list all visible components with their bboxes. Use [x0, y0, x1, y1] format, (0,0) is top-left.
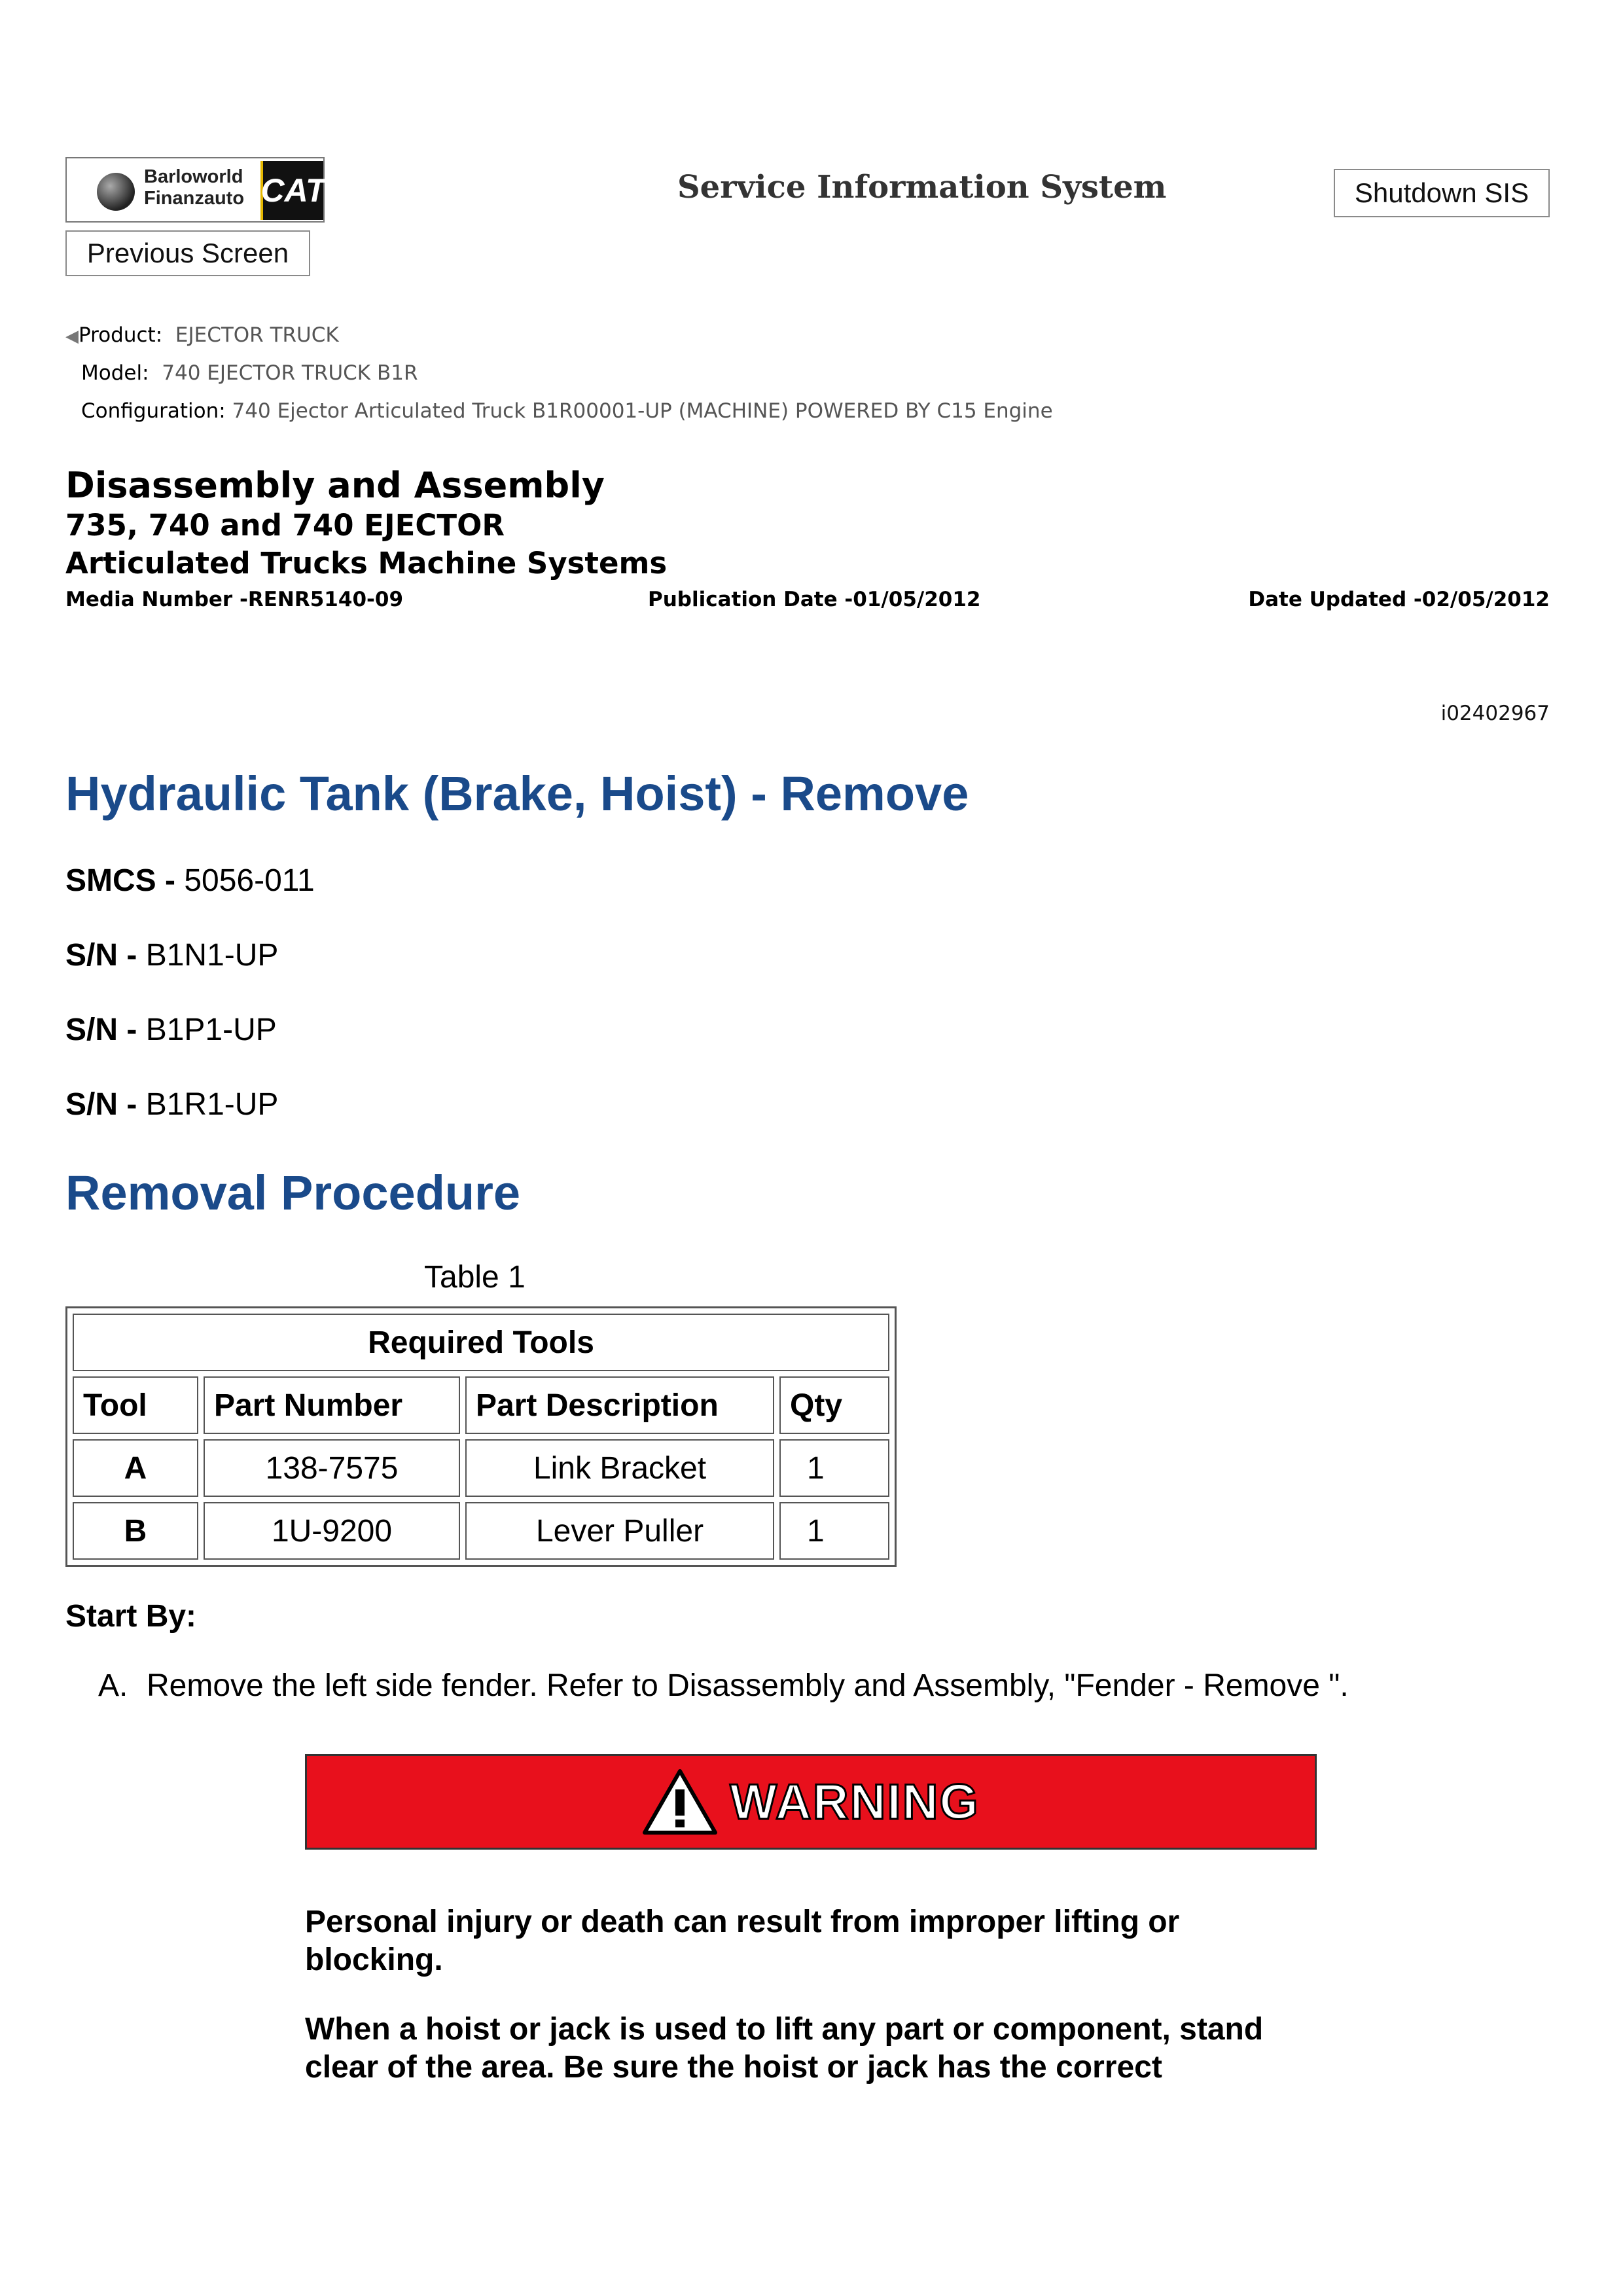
warning-label: WARNING [730, 1774, 980, 1830]
sn-value: B1N1-UP [145, 938, 279, 973]
tool-cell: B [73, 1502, 198, 1560]
media-number: Media Number -RENR5140-09 [65, 588, 404, 611]
part-description-cell: Lever Puller [465, 1502, 774, 1560]
product-value: EJECTOR TRUCK [175, 323, 339, 347]
column-header: Tool [73, 1376, 198, 1434]
warning-paragraph: Personal injury or death can result from improper lifting or blocking. [305, 1905, 1180, 1977]
column-header: Qty [779, 1376, 889, 1434]
doc-id: i02402967 [1440, 702, 1550, 725]
date-updated: Date Updated -02/05/2012 [1248, 588, 1550, 611]
sn-row: S/N - B1R1-UP [65, 1087, 279, 1122]
warning-triangle-icon [642, 1768, 718, 1835]
required-tools-table [65, 1306, 897, 1567]
configuration-row: Configuration: 740 Ejector Articulated Truck B1R00001-UP (MACHINE) POWERED BY C15 Engine [81, 399, 1053, 423]
sn-row: S/N - B1P1-UP [65, 1013, 277, 1047]
procedure-heading: Removal Procedure [65, 1166, 521, 1220]
model-value: 740 EJECTOR TRUCK B1R [162, 361, 418, 385]
start-step-marker: A. [98, 1668, 128, 1703]
qty-cell: 1 [779, 1502, 889, 1560]
column-header: Part Description [465, 1376, 774, 1434]
logo-line2: Finanzauto [144, 188, 245, 209]
back-arrow-icon[interactable]: ◀ [65, 327, 79, 346]
previous-screen-button[interactable]: Previous Screen [65, 230, 310, 276]
warning-banner [305, 1754, 1317, 1850]
configuration-value: 740 Ejector Articulated Truck B1R00001-UP (MACHINE) POWERED BY C15 Engine [232, 399, 1053, 423]
warning-paragraph: When a hoist or jack is used to lift any part or component, stand clear of the area. Be sure the hoist or jack has the correct [305, 2012, 1264, 2085]
dealer-logo [65, 157, 325, 223]
page-title: Hydraulic Tank (Brake, Hoist) - Remove [65, 766, 969, 821]
product-row: ◀Product: EJECTOR TRUCK [65, 323, 339, 347]
system-title: Service Information System [677, 169, 1167, 206]
logo-line1: Barloworld [144, 166, 243, 187]
model-row: Model: 740 EJECTOR TRUCK B1R [81, 361, 418, 385]
doc-title-line3: Articulated Trucks Machine Systems [65, 546, 668, 581]
part-number-cell: 138-7575 [204, 1439, 460, 1497]
cat-logo: CAT [260, 161, 323, 220]
sn-value: B1P1-UP [145, 1013, 277, 1047]
table-caption: Table 1 [424, 1260, 526, 1295]
column-header: Part Number [204, 1376, 460, 1434]
sn-value: B1R1-UP [145, 1087, 279, 1122]
globe-icon [97, 173, 135, 211]
doc-title-line2: 735, 740 and 740 EJECTOR [65, 508, 505, 543]
tool-cell: A [73, 1439, 198, 1497]
shutdown-sis-button[interactable]: Shutdown SIS [1334, 169, 1550, 217]
table-row [73, 1502, 889, 1560]
table-title: Required Tools [73, 1314, 889, 1371]
table-row [73, 1439, 889, 1497]
sn-row: S/N - B1N1-UP [65, 938, 279, 973]
smcs-row: SMCS - 5056-011 [65, 863, 315, 898]
part-number-cell: 1U-9200 [204, 1502, 460, 1560]
smcs-value: 5056-011 [184, 863, 315, 898]
part-description-cell: Link Bracket [465, 1439, 774, 1497]
start-step-text: Remove the left side fender. Refer to Disassembly and Assembly, "Fender - Remove ". [147, 1668, 1349, 1703]
qty-cell: 1 [779, 1439, 889, 1497]
start-by-label: Start By: [65, 1599, 197, 1634]
publication-date: Publication Date -01/05/2012 [648, 588, 981, 611]
doc-title-line1: Disassembly and Assembly [65, 465, 605, 506]
